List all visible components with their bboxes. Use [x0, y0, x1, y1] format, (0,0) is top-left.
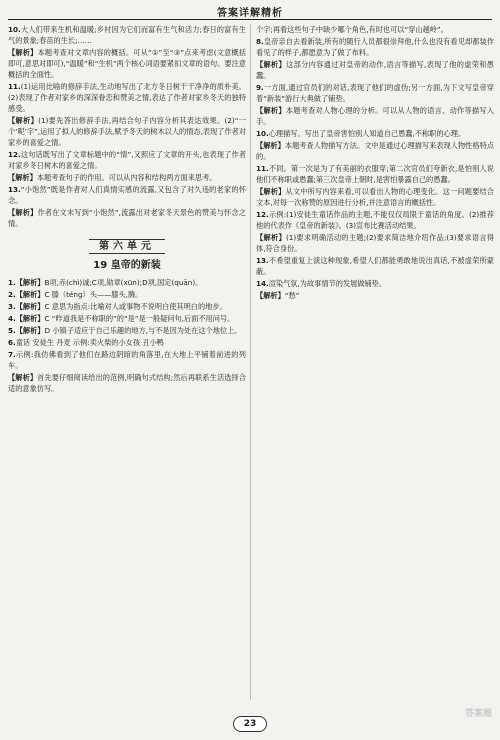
answer-text: 心理描写。写出了皇帝害怕别人知道自己愚蠢,不称职的心理。: [268, 129, 466, 138]
answer-text: 示例:(1)安徒生童话作品的主题,不能仅仅局限于童话的角度。(2)推荐他的代表作《皇帝的新装》。(3)宣布比赛活动结果。: [256, 210, 494, 230]
answer-entry: [8, 24, 246, 46]
answer-text: 本题考查人物描写方法。文中是通过心理描写来表现人物性格特点的。: [256, 141, 494, 161]
answer-number: 13.: [256, 256, 269, 265]
answer-text: 这句话既写出了文章标题中的“情”,又照应了文章的开头,也表现了作者对家乡冬日树木的喜爱之情。: [8, 150, 246, 170]
answer-text: 首先要仔细阅读给出的范例,明确句式结构;然后再联系生活选择合适的意象仿写。: [8, 373, 246, 393]
answer-text: 从文中所写内容来看,可以看出人物的心理变化。这一问题要结合文本,对每一次称赞的原因进行分析,并注意语言的概括性。: [256, 187, 494, 207]
answer-text: 不同。第一次是为了有美丽的衣服穿;第二次官员们夸新衣,是怕别人说他们不称职或愚蠢;第三次皇帝上朝时,是害怕暴露自己的愚蠢。: [256, 164, 494, 184]
analysis-tag: 【解析】: [15, 278, 45, 287]
answer-text: (1)要先答出修辞手法,再结合句子内容分析其表达效果。(2)“一个‘呢’字”,运用了拟人的修辞手法,赋予冬天的树木以人的情态,表现了作者对家乡的喜爱之情。: [8, 116, 246, 147]
answer-text: B项,赤(chì)诚;C项,勋章(xūn);D项,国定(quān)。: [44, 278, 203, 287]
answer-text: “愁”: [284, 291, 300, 300]
answer-entry: [8, 47, 246, 80]
answer-text: D 小镇子适应于自己乐趣的地方,与不是因为处在这个地位上。: [44, 326, 242, 335]
answer-number: 1.: [8, 278, 16, 287]
answer-text: 皇帝亲自去看新装,所有的随行人员都很崇拜他,什么也没有看见却都装作看见了的样子,都愿意为了做了布料。: [256, 37, 494, 57]
analysis-tag: 【解析】: [15, 290, 45, 299]
left-column: [8, 24, 246, 700]
unit-title: [8, 239, 246, 254]
answer-text: 这部分内容通过对皇帝的动作,语言等描写,表现了他的虚荣和愚蠢。: [256, 60, 494, 80]
answer-entry: [256, 24, 494, 35]
answer-text: 本题考查对人物心理的分析。可以从人物的语言、动作等描写入手。: [256, 106, 494, 126]
answer-text: 本题考查句子的作用。可以从内容和结构两方面来思考。: [36, 173, 217, 182]
answer-text: 一方面,通过官员们的对话,表现了他们的虚伪;另一方面,为下文写皇帝穿着“新装”游行大典做了铺垫。: [256, 83, 494, 103]
analysis-tag: 【解析】: [256, 291, 285, 300]
answer-text: 大人们带来生机和温暖;乡村因为它们而富有生气和活力;春日的富有生气的景象;春苗的生长;……: [8, 25, 246, 45]
answer-entry: [8, 207, 246, 229]
answer-number: 10.: [256, 129, 269, 138]
answer-entry: [256, 140, 494, 162]
answer-entry: [8, 81, 246, 114]
answer-entry: [8, 149, 246, 171]
answer-entry: [256, 128, 494, 139]
page-header: [0, 0, 500, 24]
answer-text: C 滕（téng）头——膝头,腾。: [44, 290, 143, 299]
answer-entry: [256, 278, 494, 289]
answer-entry: [8, 172, 246, 183]
answer-text: C “昨道我是不称职的”的“是”是一般疑问句,后面不用问号。: [44, 314, 235, 323]
answer-number: 4.: [8, 314, 16, 323]
answer-number: 9.: [256, 83, 264, 92]
answer-number: 12.: [8, 150, 21, 159]
answer-number: 12.: [256, 210, 269, 219]
answer-text: (1)要求明确活动的主题;(2)要求简洁地介绍作品;(3)要求语言得体,符合身份。: [256, 233, 494, 253]
answer-text: C 意思为指点:比喻对人或事物不说明白使其明白的地步。: [44, 302, 227, 311]
left-entries: [8, 24, 246, 229]
answer-text: 不希望重复上演这种现象,希望人们都能勇敢地说出真话,不被虚荣所蒙蔽。: [256, 256, 494, 276]
analysis-tag: 【解析】: [256, 106, 286, 115]
answer-entry: [8, 325, 246, 336]
answer-entry: [8, 349, 246, 371]
answer-entry: [256, 186, 494, 208]
answer-entry: [8, 184, 246, 206]
answer-entry: [8, 372, 246, 394]
watermark: 答案圈: [464, 709, 492, 719]
analysis-tag: 【解析】: [256, 141, 285, 150]
answer-number: 13.: [8, 185, 21, 194]
answer-text: 渲染气氛,为故事情节的发展做铺垫。: [268, 279, 387, 288]
analysis-tag: 【解析】: [15, 326, 45, 335]
analysis-tag: 【解析】: [256, 233, 286, 242]
answer-entry: [256, 209, 494, 231]
answer-number: 8.: [256, 37, 264, 46]
page-number-text: 23: [233, 716, 268, 732]
answer-number: 11.: [256, 164, 269, 173]
answer-number: 2.: [8, 290, 16, 299]
answer-entry: [8, 115, 246, 148]
answer-entry: [256, 290, 494, 301]
answer-text: 作者在文末写到“小饱然”,流露出对老家冬天景色的赞美与怀念之情。: [8, 208, 246, 228]
analysis-tag: 【解析】: [15, 314, 45, 323]
answer-number: 11.: [8, 82, 21, 91]
answer-entry: [256, 163, 494, 185]
answer-number: 7.: [8, 350, 16, 359]
answer-text: 示例:我仿佛看到了他们在路边阴暗的角落里,在大地上平铺着前进的列车。: [8, 350, 246, 370]
lesson-title: 19 皇帝的新装: [93, 260, 161, 271]
analysis-tag: 【解析】: [8, 116, 39, 125]
answer-entry: [256, 36, 494, 58]
answer-text: “小饱然”既是作者对人们真情实感的流露,又包含了对久违的老家的怀念。: [8, 185, 246, 205]
analysis-tag: 【解析】: [8, 208, 38, 217]
right-entries: [256, 24, 494, 301]
answer-entry: [8, 289, 246, 300]
header-rule: [8, 19, 492, 20]
analysis-tag: 【解析】: [256, 60, 287, 69]
answer-entry: [8, 337, 246, 348]
answer-entry: [8, 313, 246, 324]
answer-entry: [256, 232, 494, 254]
answer-entry: [256, 255, 494, 277]
answer-text: 本题考查对文章内容的概括。可从“①”至“③”点来考虑(文意概括即可,意思对即可),“温暖”和“生机”两个核心词语要紧扣文章的语句。要注意概括的全面性。: [8, 48, 246, 79]
answer-text: (1)运用比喻的修辞手法,生动地写出了北方冬日树干干净净的质朴美。(2)表现了作者对家乡的深深眷恋和赞美之情,表达了作者对家乡冬天的独特感受。: [8, 82, 246, 113]
answer-entry: [8, 277, 246, 288]
answer-number: 10.: [8, 25, 21, 34]
answer-number: 5.: [8, 326, 16, 335]
column-divider: [250, 24, 251, 700]
answer-entry: [256, 82, 494, 104]
answer-entry: [256, 105, 494, 127]
analysis-tag: 【解析】: [8, 48, 38, 57]
header-title: 答案详解精析: [217, 8, 283, 19]
right-column: [256, 24, 494, 700]
analysis-tag: 【解析】: [15, 302, 45, 311]
left2-entries: [8, 277, 246, 394]
answer-entry: [256, 59, 494, 81]
answer-text: 童话 安徒生 丹麦 示例:卖火柴的小女孩 丑小鸭: [15, 338, 164, 347]
answer-number: 6.: [8, 338, 16, 347]
analysis-tag: 【解析】: [8, 373, 38, 382]
answer-text: 个字;再看这些句子中缺少哪个角色,有时也可以“穿山越岭”。: [256, 25, 448, 34]
answer-number: 3.: [8, 302, 16, 311]
analysis-tag: 【解析】: [256, 187, 286, 196]
analysis-tag: 【解析】: [8, 173, 37, 182]
unit-title-text: 第六单元: [89, 239, 165, 254]
answer-entry: [8, 301, 246, 312]
answer-number: 14.: [256, 279, 269, 288]
